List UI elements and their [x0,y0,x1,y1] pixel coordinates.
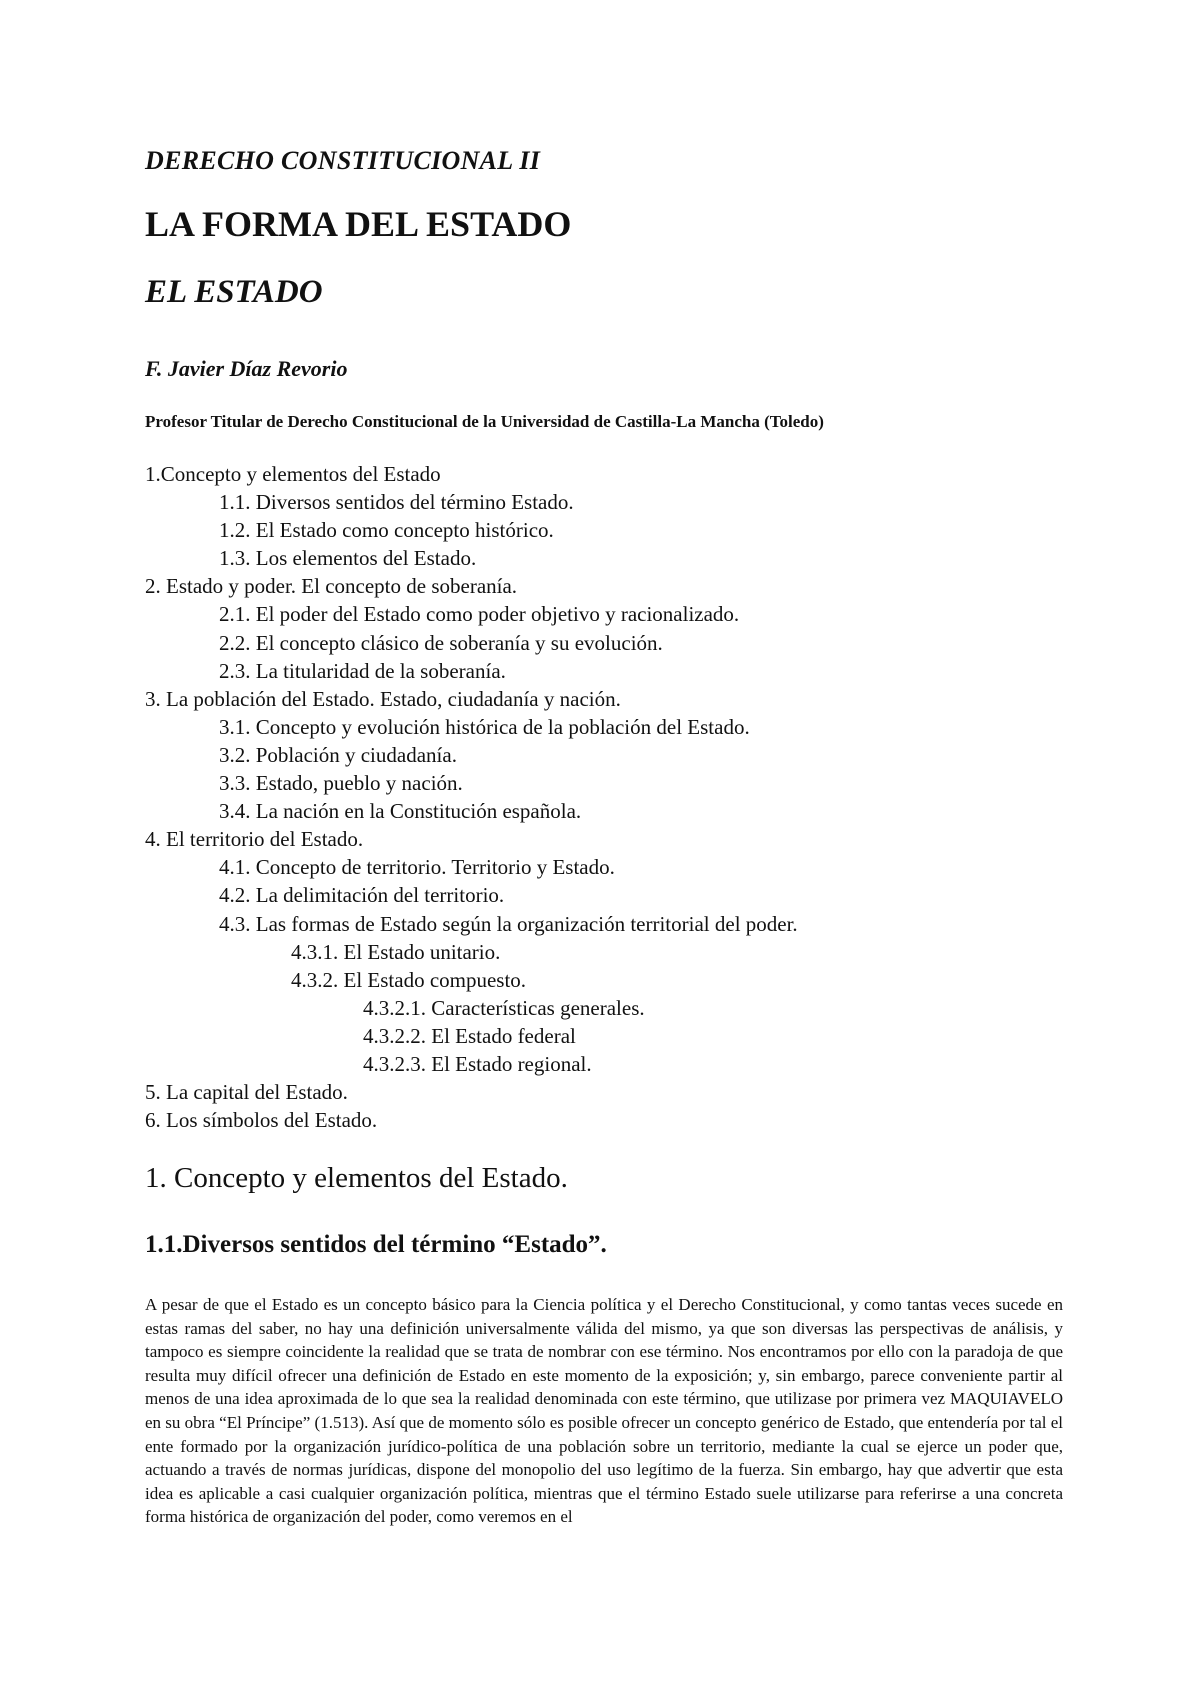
toc-item: 4.3.2.1. Características generales. [363,995,645,1020]
toc-item: 1.3. Los elementos del Estado. [219,546,477,571]
toc-item: 1.2. El Estado como concepto histórico. [219,518,554,543]
section-heading: 1. Concepto y elementos del Estado. [145,1162,568,1194]
toc-item: 4.3.2. El Estado compuesto. [291,967,527,992]
toc-item: 3.4. La nación en la Constitución española. [219,799,582,824]
subsection-heading: 1.1.Diversos sentidos del término “Estado”. [145,1231,607,1258]
toc-item: 4.3.1. El Estado unitario. [291,939,501,964]
toc-item: 3.1. Concepto y evolución histórica de la población del Estado. [219,714,750,739]
toc-item: 3. La población del Estado. Estado, ciudadanía y nación. [145,686,621,711]
toc-item: 4.3. Las formas de Estado según la organización territorial del poder. [219,911,798,936]
course-title: DERECHO CONSTITUCIONAL II [145,146,541,175]
toc-item: 4.1. Concepto de territorio. Territorio y Estado. [219,855,615,880]
toc-item: 4.3.2.2. El Estado federal [363,1023,576,1048]
toc-item: 5. La capital del Estado. [145,1080,348,1105]
author-affiliation: Profesor Titular de Derecho Constitucional de la Universidad de Castilla-La Mancha (Toledo) [145,412,824,431]
toc-item: 2.3. La titularidad de la soberanía. [219,658,506,683]
document-subtitle: EL ESTADO [145,274,323,310]
document-title: LA FORMA DEL ESTADO [145,204,572,244]
toc-item: 1.1. Diversos sentidos del término Estado. [219,490,574,515]
body-paragraph: A pesar de que el Estado es un concepto básico para la Ciencia política y el Derecho Constitucional, y como tantas veces sucede en estas ramas del saber, no hay una definición universalmente válida del mismo, ya que son diversas las perspectivas de análisis, y tampoco es siempre coincidente la realidad que se trata de nombrar con ese término. Nos encontramos por ello con la paradoja de que resulta muy difícil ofrecer una definición de Estado en este momento de la exposición; y, sin embargo, parece conveniente partir al menos de una idea aproximada de lo que sea la realidad denominada con este término, que utilizase por primera vez MAQUIAVELO en su obra “El Príncipe” (1.513). Así que de momento sólo es posible ofrecer un concepto genérico de Estado, que entendería por tal el ente formado por la organización jurídico-política de una población sobre un territorio, mediante la cual se ejerce un poder que, actuando a través de normas jurídicas, dispone del monopolio del uso legítimo de la fuerza. Sin embargo, hay que advertir que esta idea es aplicable a casi cualquier organización política, mientras que el término Estado suele utilizarse para referirse a una concreta forma histórica de organización del poder, como veremos en el [145,1295,1063,1527]
table-of-contents [145,460,798,1134]
toc-item: 3.2. Población y ciudadanía. [219,742,457,767]
toc-item: 4. El territorio del Estado. [145,827,364,852]
toc-item: 1.Concepto y elementos del Estado [145,462,441,486]
toc-item: 4.2. La delimitación del territorio. [219,883,505,908]
toc-item: 3.3. Estado, pueblo y nación. [219,771,463,796]
toc-item: 2. Estado y poder. El concepto de soberanía. [145,574,518,599]
toc-item: 6. Los símbolos del Estado. [145,1108,378,1133]
toc-item: 2.2. El concepto clásico de soberanía y su evolución. [219,630,663,655]
toc-item: 2.1. El poder del Estado como poder objetivo y racionalizado. [219,602,740,627]
author-name: F. Javier Díaz Revorio [145,356,348,381]
toc-item: 4.3.2.3. El Estado regional. [363,1051,592,1076]
